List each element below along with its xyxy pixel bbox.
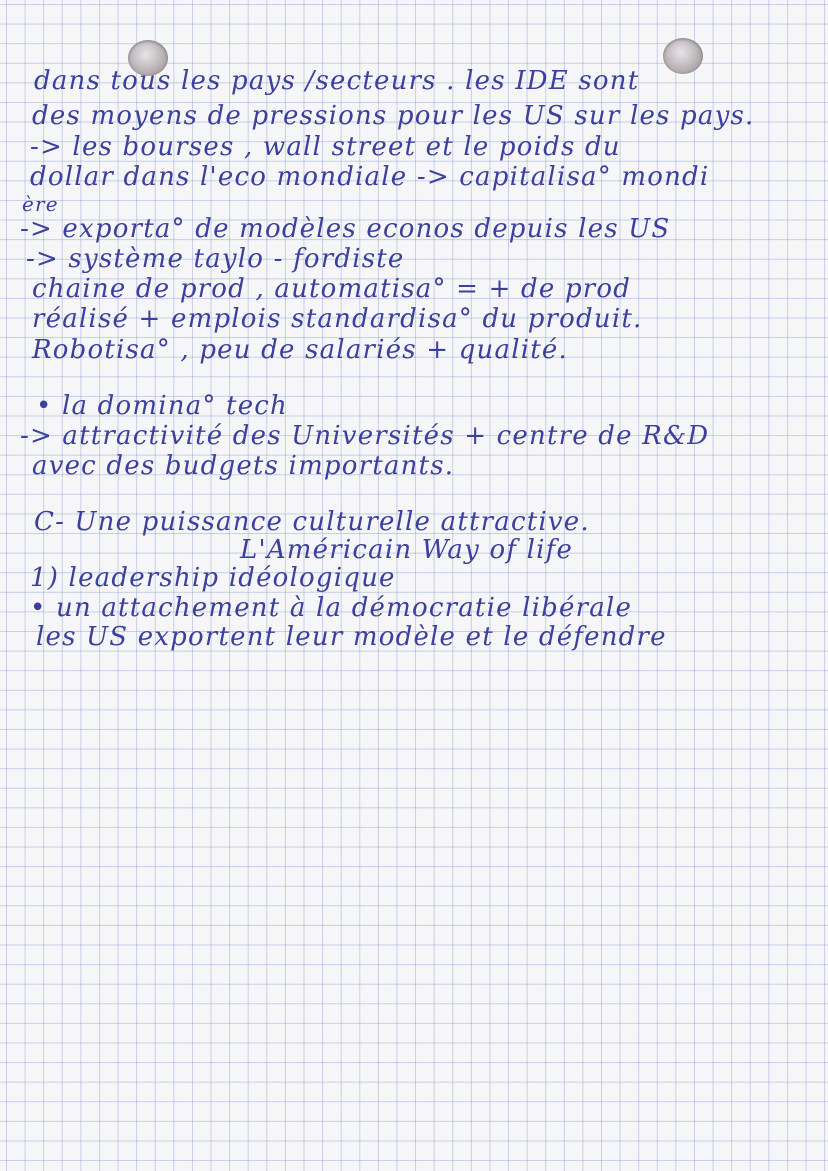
note-line-1: dans tous les pays /secteurs . les IDE sont	[34, 66, 640, 96]
note-line-12: • la domina° tech	[36, 391, 289, 421]
note-line-13: -> attractivité des Universités + centre de R&D	[20, 421, 710, 451]
punch-hole-right	[663, 38, 703, 74]
note-line-8: chaine de prod , automatisa° = + de prod	[32, 274, 632, 304]
note-line-7: -> système taylo - fordiste	[26, 244, 405, 274]
note-line-18: 1) leadership idéologique	[30, 563, 396, 593]
note-line-10: Robotisa° , peu de salariés + qualité.	[32, 335, 568, 365]
note-line-17: L'Américain Way of life	[240, 535, 574, 565]
note-line-4: dollar dans l'eco mondiale -> capitalisa° mondi	[30, 162, 710, 192]
note-line-5: ère	[22, 192, 59, 216]
note-line-20: les US exportent leur modèle et le défendre	[36, 622, 667, 652]
note-line-3: -> les bourses , wall street et le poids du	[30, 132, 621, 162]
note-line-19: • un attachement à la démocratie libérale	[30, 593, 633, 623]
note-line-2: des moyens de pressions pour les US sur les pays.	[32, 101, 755, 131]
note-line-9: réalisé + emplois standardisa° du produit.	[32, 304, 643, 334]
note-line-6: -> exporta° de modèles econos depuis les US	[20, 214, 671, 244]
note-line-16: C- Une puissance culturelle attractive.	[34, 507, 590, 537]
note-line-14: avec des budgets importants.	[32, 451, 455, 481]
